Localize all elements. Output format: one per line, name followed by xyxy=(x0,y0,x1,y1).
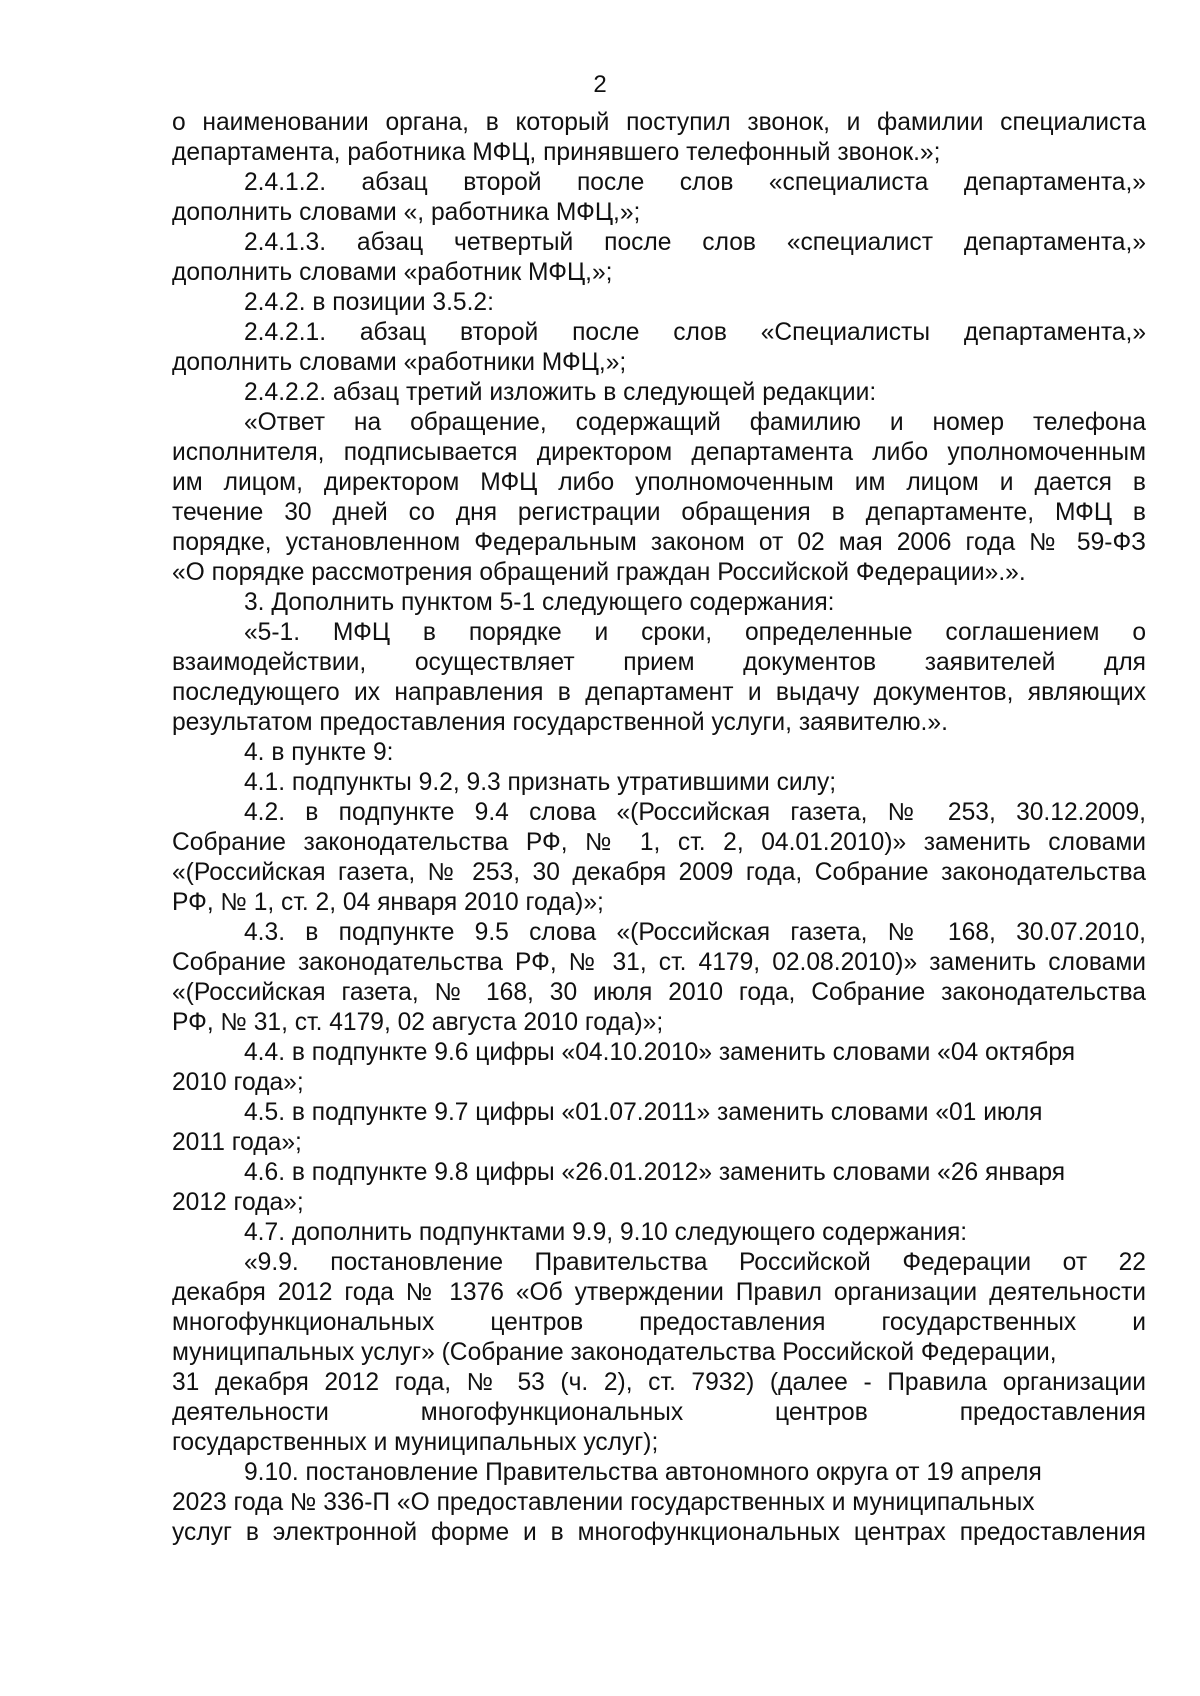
text-line: 2010 года»; xyxy=(172,1069,304,1096)
text-line: 2.4.2.1. абзац второй после слов «Специалисты департамента,» xyxy=(244,319,1146,346)
text-line: «(Российская газета, № 253, 30 декабря 2009 года, Собрание законодательства xyxy=(172,859,1146,886)
text-line: «9.9. постановление Правительства Российской Федерации от 22 xyxy=(244,1249,1146,1276)
page-number: 2 xyxy=(593,71,607,98)
text-line: «Ответ на обращение, содержащий фамилию и номер телефона xyxy=(244,409,1146,436)
text-line: Собрание законодательства РФ, № 1, ст. 2, 04.01.2010)» заменить словами xyxy=(172,829,1146,856)
text-line: Собрание законодательства РФ, № 31, ст. 4179, 02.08.2010)» заменить словами xyxy=(172,949,1146,976)
document-body xyxy=(172,108,1146,1548)
text-line: «О порядке рассмотрения обращений граждан Российской Федерации».». xyxy=(172,559,1026,586)
text-line: 4.1. подпункты 9.2, 9.3 признать утратившими силу; xyxy=(244,769,837,796)
text-line: 4.7. дополнить подпунктами 9.9, 9.10 следующего содержания: xyxy=(244,1219,968,1246)
text-line: взаимодействии, осуществляет прием документов заявителей для xyxy=(172,649,1146,676)
text-line: 4.3. в подпункте 9.5 слова «(Российская газета, № 168, 30.07.2010, xyxy=(244,919,1146,946)
text-line: государственных и муниципальных услуг); xyxy=(172,1429,659,1456)
text-line: 4.6. в подпункте 9.8 цифры «26.01.2012» заменить словами «26 января xyxy=(244,1159,1066,1186)
text-line: 9.10. постановление Правительства автономного округа от 19 апреля xyxy=(244,1459,1042,1486)
text-line: 2.4.2.2. абзац третий изложить в следующей редакции: xyxy=(244,379,877,406)
text-line: «5-1. МФЦ в порядке и сроки, определенные соглашением о xyxy=(244,619,1146,646)
text-line: исполнителя, подписывается директором департамента либо уполномоченным xyxy=(172,439,1146,466)
text-line: дополнить словами «работник МФЦ,»; xyxy=(172,259,613,286)
text-line: 2023 года № 336-П «О предоставлении государственных и муниципальных xyxy=(172,1489,1035,1516)
text-line: 31 декабря 2012 года, № 53 (ч. 2), ст. 7932) (далее - Правила организации xyxy=(172,1369,1146,1396)
text-line: деятельности многофункциональных центров предоставления xyxy=(172,1399,1146,1426)
text-line: 4. в пункте 9: xyxy=(244,739,394,766)
text-line: 2.4.1.2. абзац второй после слов «специалиста департамента,» xyxy=(244,169,1146,196)
text-line: департамента, работника МФЦ, принявшего телефонный звонок.»; xyxy=(172,139,941,166)
text-line: 4.5. в подпункте 9.7 цифры «01.07.2011» заменить словами «01 июля xyxy=(244,1099,1043,1126)
text-line: течение 30 дней со дня регистрации обращения в департаменте, МФЦ в xyxy=(172,499,1146,526)
text-line: 4.4. в подпункте 9.6 цифры «04.10.2010» заменить словами «04 октября xyxy=(244,1039,1076,1066)
text-line: многофункциональных центров предоставления государственных и xyxy=(172,1309,1146,1336)
text-line: о наименовании органа, в который поступил звонок, и фамилии специалиста xyxy=(172,109,1146,136)
text-line: РФ, № 1, ст. 2, 04 января 2010 года)»; xyxy=(172,889,604,916)
text-line: 2012 года»; xyxy=(172,1189,304,1216)
text-line: услуг в электронной форме и в многофункциональных центрах предоставления xyxy=(172,1519,1146,1546)
text-line: декабря 2012 года № 1376 «Об утверждении Правил организации деятельности xyxy=(172,1279,1146,1306)
text-line: 4.2. в подпункте 9.4 слова «(Российская газета, № 253, 30.12.2009, xyxy=(244,799,1146,826)
text-line: порядке, установленном Федеральным законом от 02 мая 2006 года № 59-ФЗ xyxy=(172,529,1146,556)
text-line: 2011 года»; xyxy=(172,1129,302,1156)
text-line: результатом предоставления государственной услуги, заявителю.». xyxy=(172,709,948,736)
text-line: 2.4.1.3. абзац четвертый после слов «специалист департамента,» xyxy=(244,229,1146,256)
text-line: 3. Дополнить пунктом 5-1 следующего содержания: xyxy=(244,589,835,616)
text-line: им лицом, директором МФЦ либо уполномоченным им лицом и дается в xyxy=(172,469,1146,496)
text-line: 2.4.2. в позиции 3.5.2: xyxy=(244,289,494,316)
text-line: дополнить словами «, работника МФЦ,»; xyxy=(172,199,641,226)
text-line: муниципальных услуг» (Собрание законодательства Российской Федерации, xyxy=(172,1339,1057,1366)
text-line: «(Российская газета, № 168, 30 июля 2010 года, Собрание законодательства xyxy=(172,979,1146,1006)
text-line: последующего их направления в департамент и выдачу документов, являющих xyxy=(172,679,1146,706)
text-line: РФ, № 31, ст. 4179, 02 августа 2010 года)»; xyxy=(172,1009,664,1036)
text-line: дополнить словами «работники МФЦ,»; xyxy=(172,349,627,376)
